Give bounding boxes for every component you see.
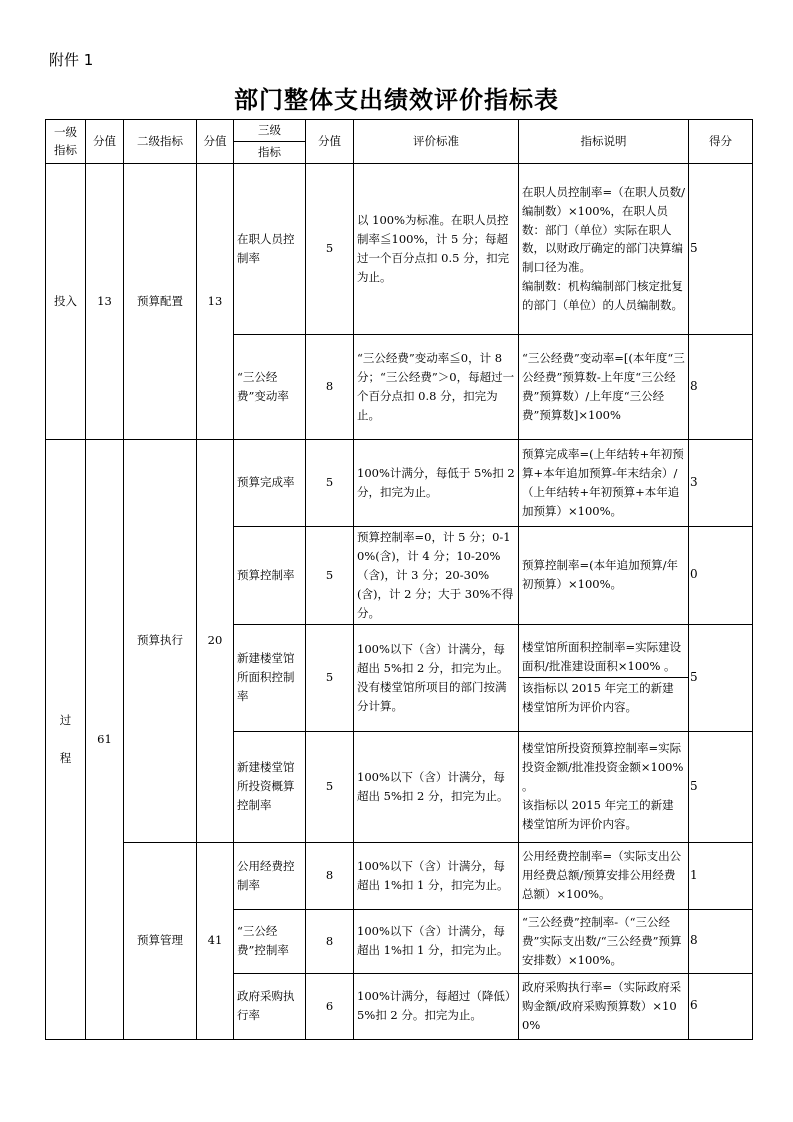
indicator-criteria: 100%以下（含）计满分，每超出 5%扣 2 分，扣完为止。 [354, 731, 519, 842]
header-criteria: 评价标准 [354, 120, 519, 164]
indicator-criteria: 100%以下（含）计满分，每超出 5%扣 2 分，扣完为止。没有楼堂馆所项目的部门按满分计算。 [354, 624, 519, 731]
indicator-name: 新建楼堂馆所面积控制率 [234, 624, 306, 731]
indicator-result: 5 [689, 163, 753, 334]
indicator-criteria: “三公经费”变动率≦0，计 8 分；“三公经费”＞0，每超过一个百分点扣 0.8 分，扣完为止。 [354, 334, 519, 439]
indicator-description: 公用经费控制率=（实际支出公用经费总额/预算安排公用经费总额）×100%。 [519, 842, 689, 909]
header-level3-top: 三级 [234, 120, 306, 142]
indicator-criteria: 100%以下（含）计满分，每超出 1%扣 1 分，扣完为止。 [354, 909, 519, 973]
group-input-name: 投入 [46, 163, 86, 439]
indicator-result: 1 [689, 842, 753, 909]
indicator-name: 在职人员控制率 [234, 163, 306, 334]
indicator-description: 预算完成率=(上年结转+年初预算+本年追加预算-年末结余）/（上年结转+年初预算+本年追加预算）×100%。 [519, 439, 689, 526]
indicator-table [45, 119, 753, 1040]
group-input-score: 13 [86, 163, 124, 439]
sub-budget-config-score: 13 [197, 163, 234, 439]
indicator-score: 5 [306, 439, 354, 526]
sub-budget-config-name: 预算配置 [124, 163, 197, 439]
header-level3-bottom: 指标 [234, 142, 306, 164]
indicator-name: 公用经费控制率 [234, 842, 306, 909]
indicator-result: 8 [689, 334, 753, 439]
indicator-result: 5 [689, 624, 753, 731]
indicator-name: 预算完成率 [234, 439, 306, 526]
header-level2: 二级指标 [124, 120, 197, 164]
indicator-description: 在职人员控制率=（在职人员数/编制数）×100%，在职人员数：部门（单位）实际在职人数，以财政厅确定的部门决算编制口径为准。 编制数：机构编制部门核定批复的部门（单位）的人员编制数。 [519, 163, 689, 334]
indicator-description: 楼堂馆所投资预算控制率=实际投资金额/批准投资金额×100% 。 该指标以 2015 年完工的新建楼堂馆所为评价内容。 [519, 731, 689, 842]
sub-budget-mgmt-name: 预算管理 [124, 842, 197, 1039]
description-part: 楼堂馆所面积控制率=实际建设面积/批准建设面积×100% 。 [519, 637, 688, 678]
indicator-name: “三公经费”控制率 [234, 909, 306, 973]
indicator-description [519, 624, 689, 731]
indicator-result: 8 [689, 909, 753, 973]
header-description: 指标说明 [519, 120, 689, 164]
indicator-score: 6 [306, 973, 354, 1039]
indicator-result: 3 [689, 439, 753, 526]
header-score-2: 分值 [197, 120, 234, 164]
indicator-score: 5 [306, 526, 354, 624]
group-process-name: 过 程 [46, 439, 86, 1039]
indicator-score: 5 [306, 624, 354, 731]
indicator-result: 6 [689, 973, 753, 1039]
indicator-score: 5 [306, 163, 354, 334]
header-score-3: 分值 [306, 120, 354, 164]
table-row [46, 163, 753, 334]
indicator-description: “三公经费”变动率=[(本年度“三公经费”预算数-上年度“三公经费”预算数）/上年度“三公经费”预算数]×100% [519, 334, 689, 439]
indicator-result: 0 [689, 526, 753, 624]
description-part: 该指标以 2015 年完工的新建楼堂馆所为评价内容。 [522, 681, 674, 715]
indicator-description: 预算控制率=(本年追加预算/年初预算）×100%。 [519, 526, 689, 624]
indicator-name: “三公经费”变动率 [234, 334, 306, 439]
indicator-score: 5 [306, 731, 354, 842]
indicator-score: 8 [306, 334, 354, 439]
attachment-label: 附件 1 [49, 51, 94, 69]
indicator-criteria: 100%计满分，每低于 5%扣 2 分，扣完为止。 [354, 439, 519, 526]
indicator-score: 8 [306, 842, 354, 909]
table-row [46, 439, 753, 526]
header-score-1: 分值 [86, 120, 124, 164]
page-title: 部门整体支出绩效评价指标表 [234, 86, 559, 114]
indicator-criteria: 以 100%为标准。在职人员控制率≦100%，计 5 分；每超过一个百分点扣 0.5 分，扣完为止。 [354, 163, 519, 334]
header-result: 得分 [689, 120, 753, 164]
indicator-description: 政府采购执行率=（实际政府采购金额/政府采购预算数）×100% [519, 973, 689, 1039]
indicator-criteria: 100%以下（含）计满分，每超出 1%扣 1 分，扣完为止。 [354, 842, 519, 909]
indicator-result: 5 [689, 731, 753, 842]
group-process-score: 61 [86, 439, 124, 1039]
indicator-criteria: 100%计满分，每超过（降低）5%扣 2 分。扣完为止。 [354, 973, 519, 1039]
sub-budget-exec-score: 20 [197, 439, 234, 842]
indicator-name: 新建楼堂馆所投资概算控制率 [234, 731, 306, 842]
indicator-description: “三公经费”控制率-（“三公经费”实际支出数/“三公经费”预算安排数）×100%。 [519, 909, 689, 973]
header-level1: 一级 指标 [46, 120, 86, 164]
indicator-criteria: 预算控制率=0，计 5 分；0-10%(含)，计 4 分；10-20%（含)，计 3 分；20-30%(含)，计 2 分；大于 30%不得分。 [354, 526, 519, 624]
sub-budget-exec-name: 预算执行 [124, 439, 197, 842]
indicator-score: 8 [306, 909, 354, 973]
header-row-1 [46, 120, 753, 142]
sub-budget-mgmt-score: 41 [197, 842, 234, 1039]
indicator-name: 预算控制率 [234, 526, 306, 624]
indicator-name: 政府采购执行率 [234, 973, 306, 1039]
table-row [46, 842, 753, 909]
